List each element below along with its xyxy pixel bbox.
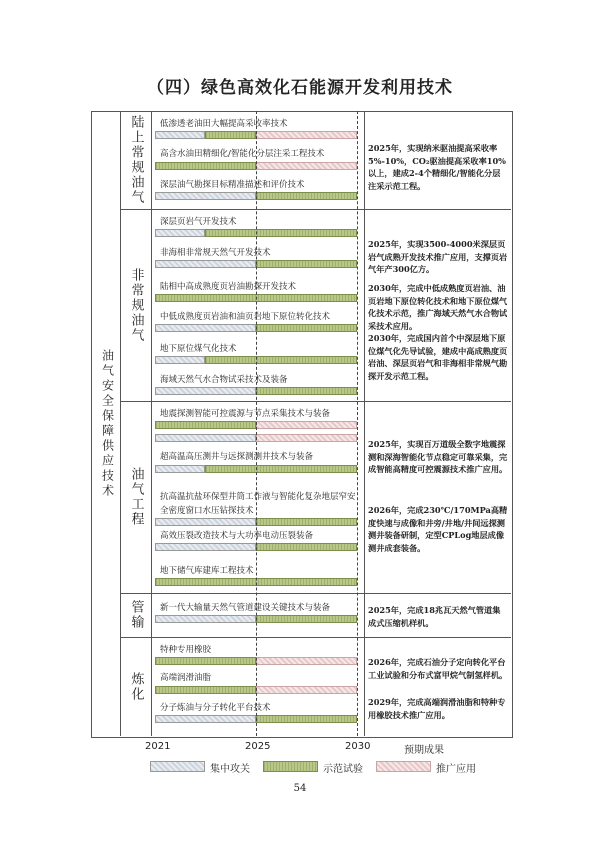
timeline-segment-focus (155, 192, 256, 200)
section-divider (120, 209, 511, 210)
tech-label: 地震探测智能可控震源与节点采集技术与装备 (160, 409, 331, 419)
tech-label: 地下储气库建库工程技术 (160, 566, 254, 576)
timeline-segment-demo (155, 162, 256, 170)
timeline-segment-focus (155, 715, 256, 723)
legend-label: 示范试验 (323, 764, 363, 775)
timeline-segment-demo (256, 543, 357, 551)
outer-category-label: 油气安全保障供应技术 (100, 348, 115, 499)
tech-label: 中低成熟度页岩油和油页岩地下原位转化技术 (160, 312, 331, 322)
tech-label: 非海相非常规天然气开发技术 (160, 248, 271, 258)
timeline-segment-focus (155, 260, 256, 268)
divider-line (151, 111, 152, 736)
timeline-segment-focus (155, 229, 205, 237)
year-2030-line (357, 111, 358, 736)
section-label: 陆上常规油气 (128, 115, 144, 205)
expected-result: 2025年，实现百万道级全数字地震探测和深海智能化节点稳定可靠采集，完成智能高精度可控震源技术推广应用。 (368, 439, 508, 474)
tech-label: 地下原位煤气化技术 (160, 344, 237, 354)
year-label: 2025 (245, 741, 271, 752)
timeline-segment-focus (155, 434, 256, 442)
tech-label: 低渗透老油田大幅提高采收率技术 (160, 119, 288, 129)
divider-line (120, 111, 121, 736)
timeline-segment-demo (256, 518, 357, 526)
timeline-segment-demo (256, 192, 357, 200)
outcome-label: 预期成果 (404, 745, 444, 756)
timeline-segment-demo (205, 356, 357, 364)
timeline-segment-focus (155, 543, 256, 551)
timeline-segment-demo (256, 715, 357, 723)
timeline-segment-demo (256, 615, 357, 623)
tech-label: 抗高温抗盐环保型井筒工作液与智能化复杂地层窄安 (160, 492, 356, 502)
legend-swatch (150, 761, 205, 772)
tech-label: 深层油气勘探目标精准描述和评价技术 (160, 180, 305, 190)
timeline-segment-promo (256, 421, 357, 429)
expected-result: 2029年，完成高端润滑油脂和特种专用橡胶技术推广应用。 (368, 697, 506, 720)
legend-label: 推广应用 (436, 764, 476, 775)
legend-swatch (376, 761, 431, 772)
timeline-segment-demo (256, 260, 357, 268)
section-label: 管输 (128, 600, 144, 630)
legend-swatch (263, 761, 318, 772)
tech-label: 陆相中高成熟度页岩油勘探开发技术 (160, 282, 297, 292)
divider-line (364, 111, 365, 736)
page-number: 54 (293, 783, 307, 794)
timeline-segment-promo (256, 657, 357, 665)
timeline-segment-focus (155, 131, 205, 139)
timeline-segment-demo (205, 229, 357, 237)
tech-label: 全密度窗口水压钻探技术 (160, 506, 254, 516)
year-label: 2021 (145, 741, 171, 752)
timeline-segment-focus (155, 324, 256, 332)
section-divider (120, 593, 511, 594)
tech-label: 海域天然气水合物试采技术及装备 (160, 375, 288, 385)
tech-label: 高效压裂改造技术与大功率电动压裂装备 (160, 531, 314, 541)
section-divider (120, 637, 511, 638)
tech-label: 特种专用橡胶 (160, 645, 212, 655)
timeline-segment-demo (155, 421, 256, 429)
expected-result: 2030年，完成中低成熟度页岩油、油页岩地下原位转化技术和地下原位煤气化技术示范，推广海域天然气水合物试采技术应用。 (368, 283, 508, 331)
tech-label: 高含水油田精细化/智能化分层注采工程技术 (160, 149, 325, 159)
timeline-segment-demo (155, 657, 256, 665)
expected-result: 2026年，完成石油分子定向转化平台工业试验和分布式富甲烷气制氢样机。 (368, 657, 508, 680)
page-title: （四）绿色高效化石能源开发利用技术 (147, 78, 453, 98)
timeline-segment-demo (205, 465, 357, 473)
year-2025-line (256, 111, 257, 736)
year-label: 2030 (345, 741, 371, 752)
timeline-segment-promo (256, 131, 357, 139)
timeline-segment-demo (205, 131, 256, 139)
tech-label: 高端润滑油脂 (160, 673, 212, 683)
tech-label: 超高温高压测井与远探测测井技术与装备 (160, 452, 314, 462)
timeline-segment-focus (155, 356, 205, 364)
section-label: 非常规油气 (128, 267, 144, 343)
tech-label: 新一代大输量天然气管道建设关键技术与装备 (160, 603, 331, 613)
section-label: 炼化 (128, 671, 144, 702)
timeline-segment-demo (256, 387, 357, 395)
tech-label: 分子炼油与分子转化平台技术 (160, 703, 271, 713)
timeline-segment-promo (256, 434, 357, 442)
timeline-segment-promo (256, 686, 357, 694)
timeline-segment-focus (155, 615, 256, 623)
tech-label: 深层页岩气开发技术 (160, 217, 237, 227)
legend-label: 集中攻关 (210, 764, 250, 775)
timeline-segment-demo (256, 324, 357, 332)
expected-result: 2025年，完成18兆瓦天然气管道集成式压缩机样机。 (368, 605, 501, 628)
expected-result: 2025年，实现纳米驱油提高采收率5%-10%，CO₂驱油提高采收率10%以上，建成2-4个精细化/智能化分层注采示范工程。 (368, 143, 506, 191)
timeline-segment-focus (155, 518, 256, 526)
timeline-segment-demo (155, 686, 256, 694)
expected-result: 2025年，实现3500-4000米深层页岩气成熟开发技术推广应用，支撑页岩气年产300亿方。 (368, 239, 508, 274)
section-divider (120, 401, 511, 402)
timeline-segment-focus (155, 387, 256, 395)
section-label: 油气工程 (128, 467, 144, 527)
timeline-segment-focus (155, 465, 205, 473)
expected-result: 2026年，完成230℃/170MPa高精度快速与成像和井旁/井地/井间远探测测井装备研制，定型CPLog地层成像测井成套装备。 (368, 505, 508, 553)
expected-result: 2030年，完成国内首个中深层地下原位煤气化先导试验，建成中高成熟度页岩油、深层页岩气和非海相非常规气勘探开发示范工程。 (368, 333, 508, 381)
timeline-segment-promo (256, 162, 357, 170)
